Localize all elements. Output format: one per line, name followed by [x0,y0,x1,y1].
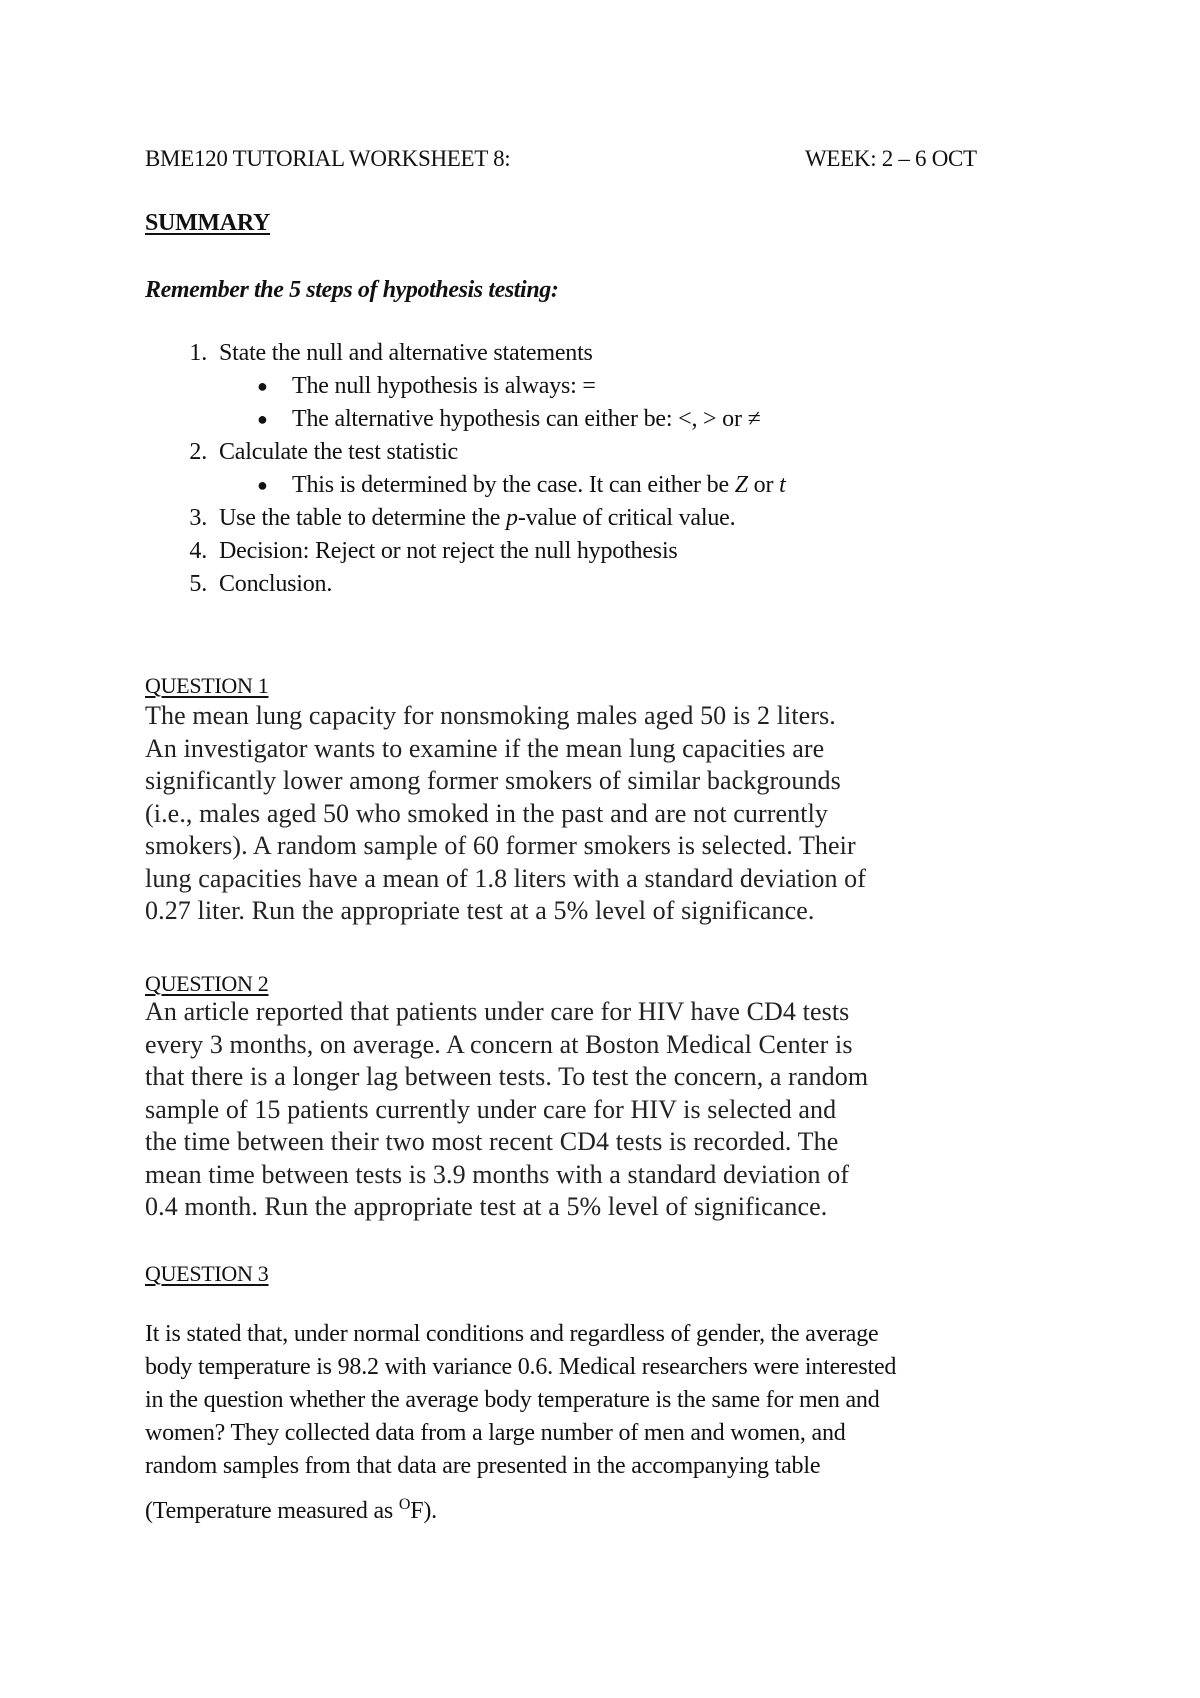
text-line: An investigator wants to examine if the mean lung capacities are [145,733,825,763]
text-line: An article reported that patients under care for HIV have CD4 tests [145,997,850,1026]
bullet-text-part: or [747,472,780,498]
text-line [145,1488,1085,1524]
text-line: 0.4 month. Run the appropriate test at a 5% level of significance. [145,1192,828,1221]
text-line: the time between their two most recent CD4 tests is recorded. The [145,1127,839,1156]
question-3-heading: QUESTION 3 [145,1261,269,1286]
text-line: sample of 15 patients currently under care for HIV is selected and [145,1094,837,1124]
text-line: that there is a longer lag between tests. To test the concern, a random [145,1062,869,1091]
text-line: women? They collected data from a large number of men and women, and [145,1420,846,1446]
step-text: Calculate the test statistic [219,439,458,465]
p-symbol: p [506,505,518,531]
text-line: 0.27 liter. Run the appropriate test at a 5% level of significance. [145,896,815,925]
list-item [175,436,1075,469]
text-line: every 3 months, on average. A concern at Boston Medical Center is [145,1029,853,1059]
text-line: It is stated that, under normal conditions and regardless of gender, the average [145,1321,879,1347]
bullet-text: The null hypothesis is always: = [292,373,596,399]
z-symbol: Z [734,472,748,498]
step-number: 4. [189,538,207,564]
question-1-heading: QUESTION 1 [145,673,269,698]
summary-heading: SUMMARY [145,210,271,236]
text-line: mean time between tests is 3.9 months with a standard deviation of [145,1159,850,1189]
text-line: (i.e., males aged 50 who smoked in the past and are not currently [145,798,829,828]
bullet-text [292,469,786,502]
step-text: Conclusion. [219,571,333,597]
list-item [175,535,1075,568]
step-text: State the null and alternative statements [219,340,593,366]
text-part: (Temperature measured as [145,1498,399,1524]
text-line: body temperature is 98.2 with variance 0.6. Medical researchers were interested [145,1354,897,1380]
step-text-part: Use the table to determine the [219,505,507,531]
bullet-icon: ● [257,475,268,495]
list-item [175,568,1075,601]
list-item [175,403,1075,436]
summary-subheading: Remember the 5 steps of hypothesis testing: [145,277,559,303]
step-number: 2. [189,439,207,465]
list-item [175,370,1075,403]
step-text-part: -value of critical value. [517,505,736,531]
text-line: lung capacities have a mean of 1.8 liters with a standard deviation of [145,863,867,893]
step-text: Decision: Reject or not reject the null hypothesis [219,538,678,564]
question-1-text [145,700,1005,928]
question-3-text [145,1318,1085,1524]
list-item [175,502,1075,535]
text-line: The mean lung capacity for nonsmoking males aged 50 is 2 liters. [145,701,836,730]
step-text [219,502,735,535]
hypothesis-steps-list [175,337,1075,601]
degree-superscript: O [398,1496,411,1513]
week-label: WEEK: 2 – 6 OCT [805,146,977,171]
question-2-text [145,996,1005,1224]
text-line: smokers). A random sample of 60 former smokers is selected. Their [145,831,856,860]
question-2-heading: QUESTION 2 [145,971,269,996]
text-line: in the question whether the average body temperature is the same for men and [145,1387,880,1413]
bullet-icon: ● [257,376,268,396]
list-item [175,469,1075,502]
step-number: 1. [189,340,207,366]
bullet-text: The alternative hypothesis can either be: <, > or ≠ [292,406,761,432]
bullet-icon: ● [257,409,268,429]
text-part: F). [410,1498,437,1524]
step-number: 5. [189,571,207,597]
bullet-text-part: This is determined by the case. It can either be [292,472,735,498]
step-number: 3. [189,505,207,531]
list-item [175,337,1075,370]
t-symbol: t [779,472,786,498]
worksheet-title: BME120 TUTORIAL WORKSHEET 8: [145,146,511,171]
text-line: random samples from that data are presented in the accompanying table [145,1453,821,1479]
text-line: significantly lower among former smokers of similar backgrounds [145,766,841,795]
